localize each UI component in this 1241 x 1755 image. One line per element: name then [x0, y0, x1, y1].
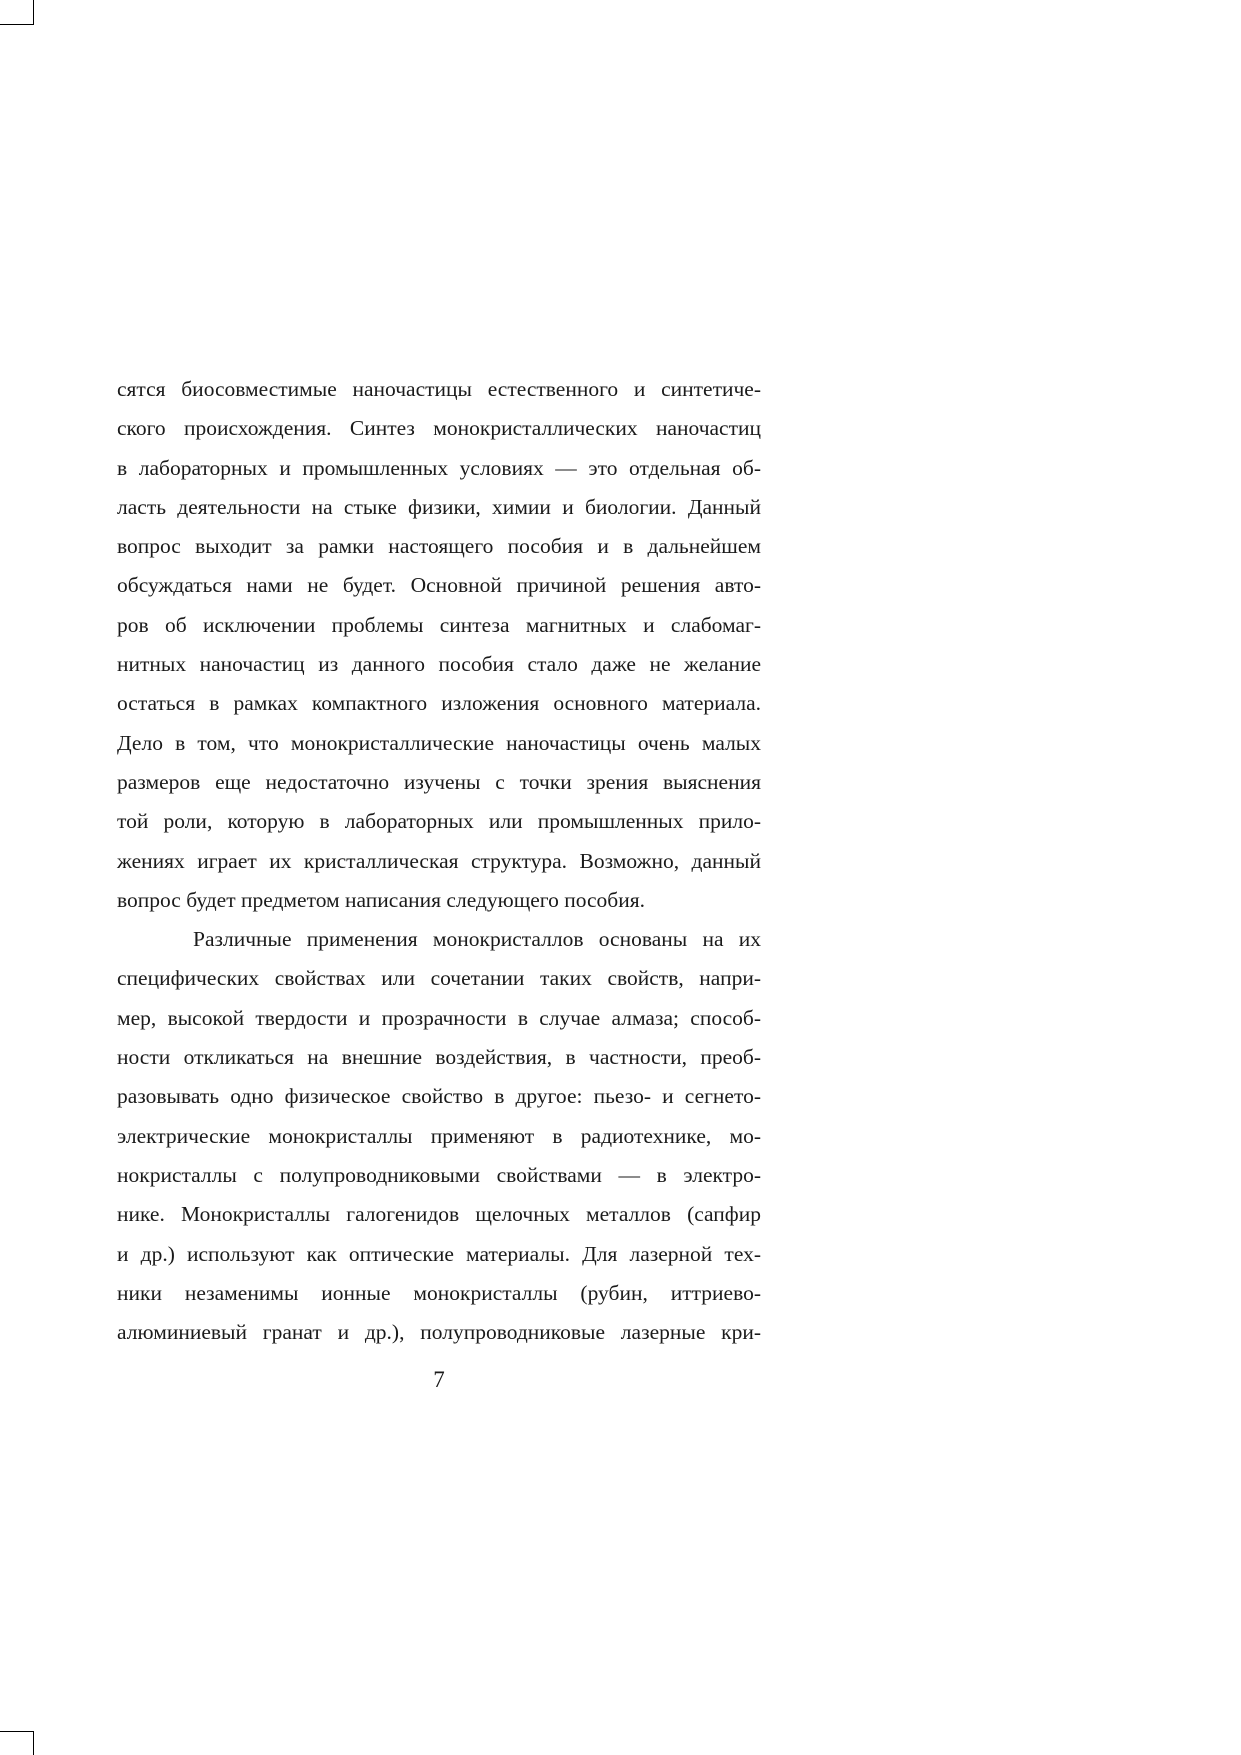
text-line: ров об исключении проблемы синтеза магнитных и слабомаг-: [117, 612, 761, 637]
text-line: сятся биосовместимые наночастицы естественного и синтетиче-: [117, 377, 761, 401]
text-line: ники незаменимы ионные монокристаллы (рубин, иттриево-: [117, 1280, 761, 1305]
text-line-indented: Различные применения монокристаллов основаны на их: [193, 927, 761, 952]
text-line: ности откликаться на внешние воздействия, в частности, преоб-: [117, 1045, 761, 1070]
crop-mark-bottom-left-horizontal: [0, 1731, 33, 1732]
text-line: разовывать одно физическое свойство в другое: пьезо- и сегнето-: [117, 1084, 761, 1109]
text-line: нитных наночастиц из данного пособия стало даже не желание: [117, 652, 761, 677]
text-line: ского происхождения. Синтез монокристаллических наночастиц: [117, 416, 761, 441]
paragraph-1: [117, 370, 761, 920]
text-line: алюминиевый гранат и др.), полупроводниковые лазерные кри-: [117, 1320, 761, 1345]
text-line: в лабораторных и промышленных условиях — это отдельная об-: [117, 455, 761, 480]
text-line: размеров еще недостаточно изучены с точки зрения выяснения: [117, 769, 761, 794]
text-line: жениях играет их кристаллическая структура. Возможно, данный: [117, 848, 761, 873]
text-line: специфических свойствах или сочетании таких свойств, напри-: [117, 966, 761, 991]
page-number: 7: [433, 1367, 445, 1392]
text-line: мер, высокой твердости и прозрачности в случае алмаза; способ-: [117, 1005, 761, 1030]
text-line: вопрос выходит за рамки настоящего пособия и в дальнейшем: [117, 534, 761, 559]
text-line: обсуждаться нами не будет. Основной причиной решения авто-: [117, 573, 761, 598]
text-line-last: вопрос будет предметом написания следующего пособия.: [117, 887, 645, 912]
text-line: той роли, которую в лабораторных или промышленных прило-: [117, 809, 761, 834]
crop-mark-top-left-horizontal: [0, 24, 33, 25]
crop-mark-bottom-left-vertical: [33, 1731, 34, 1755]
body-text: [117, 370, 761, 1352]
text-line: остаться в рамках компактного изложения основного материала.: [117, 691, 761, 716]
paragraph-2: [117, 920, 761, 1352]
text-line: ласть деятельности на стыке физики, химии и биологии. Данный: [117, 494, 761, 519]
text-line: нике. Монокристаллы галогенидов щелочных металлов (сапфир: [117, 1202, 761, 1227]
text-line: и др.) используют как оптические материалы. Для лазерной тех-: [117, 1241, 761, 1266]
text-line: нокристаллы с полупроводниковыми свойствами — в электро-: [117, 1162, 761, 1187]
text-line: электрические монокристаллы применяют в радиотехнике, мо-: [117, 1123, 761, 1148]
text-line: Дело в том, что монокристаллические наночастицы очень малых: [117, 730, 761, 755]
crop-mark-top-left-vertical: [33, 0, 34, 25]
